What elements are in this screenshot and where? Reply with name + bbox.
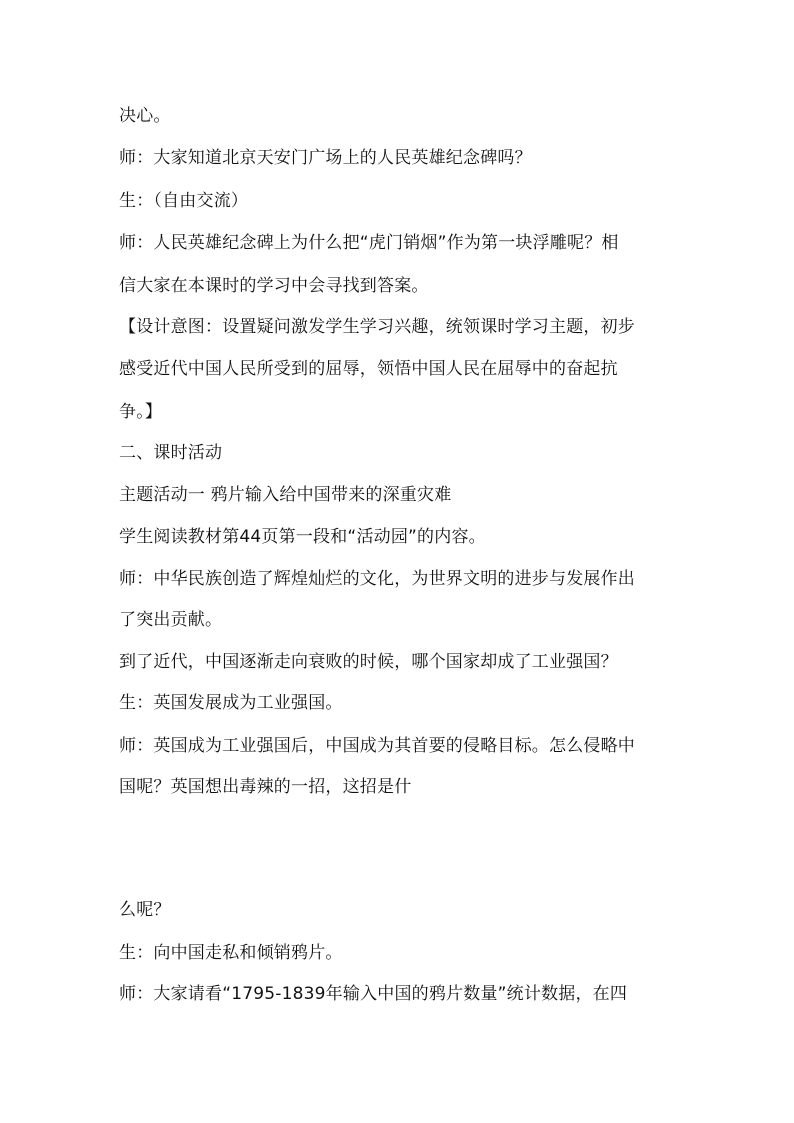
text-line: 师：英国成为工业强国后，中国成为其首要的侵略目标。怎么侵略中 xyxy=(119,736,635,756)
text-line: 了突出贡献。 xyxy=(119,610,223,630)
section-heading: 二、课时活动 xyxy=(119,443,223,463)
text-line: 师：大家请看“1795-1839年输入中国的鸦片数量”统计数据，在四 xyxy=(119,984,628,1004)
text-line: 感受近代中国人民所受到的屈辱，领悟中国人民在屈辱中的奋起抗 xyxy=(119,359,618,379)
text-line: 师：中华民族创造了辉煌灿烂的文化，为世界文明的进步与发展作出 xyxy=(119,569,635,589)
text-line: 生：向中国走私和倾销鸦片。 xyxy=(119,943,343,963)
text-line: 学生阅读教材第44页第一段和“活动园”的内容。 xyxy=(119,527,486,547)
text-line: 师：大家知道北京天安门广场上的人民英雄纪念碑吗？ xyxy=(119,148,532,168)
text-line: 生：（自由交流） xyxy=(119,191,249,211)
text-line: 师：人民英雄纪念碑上为什么把“虎门销烟”作为第一块浮雕呢？相 xyxy=(119,233,619,253)
text-line: 决心。 xyxy=(119,106,171,126)
text-line: 争。】 xyxy=(119,402,163,422)
text-line: 【设计意图：设置疑问激发学生学习兴趣，统领课时学习主题，初步 xyxy=(119,317,635,337)
text-line: 国呢？英国想出毒辣的一招，这招是什 xyxy=(119,777,412,797)
text-line: 生：英国发展成为工业强国。 xyxy=(119,693,343,713)
text-line: 到了近代，中国逐渐走向衰败的时候，哪个国家却成了工业强国？ xyxy=(119,652,618,672)
text-line: 信大家在本课时的学习中会寻找到答案。 xyxy=(119,276,429,296)
text-line: 么呢？ xyxy=(119,900,171,920)
activity-title: 主题活动一 鸦片输入给中国带来的深重灾难 xyxy=(119,485,452,505)
